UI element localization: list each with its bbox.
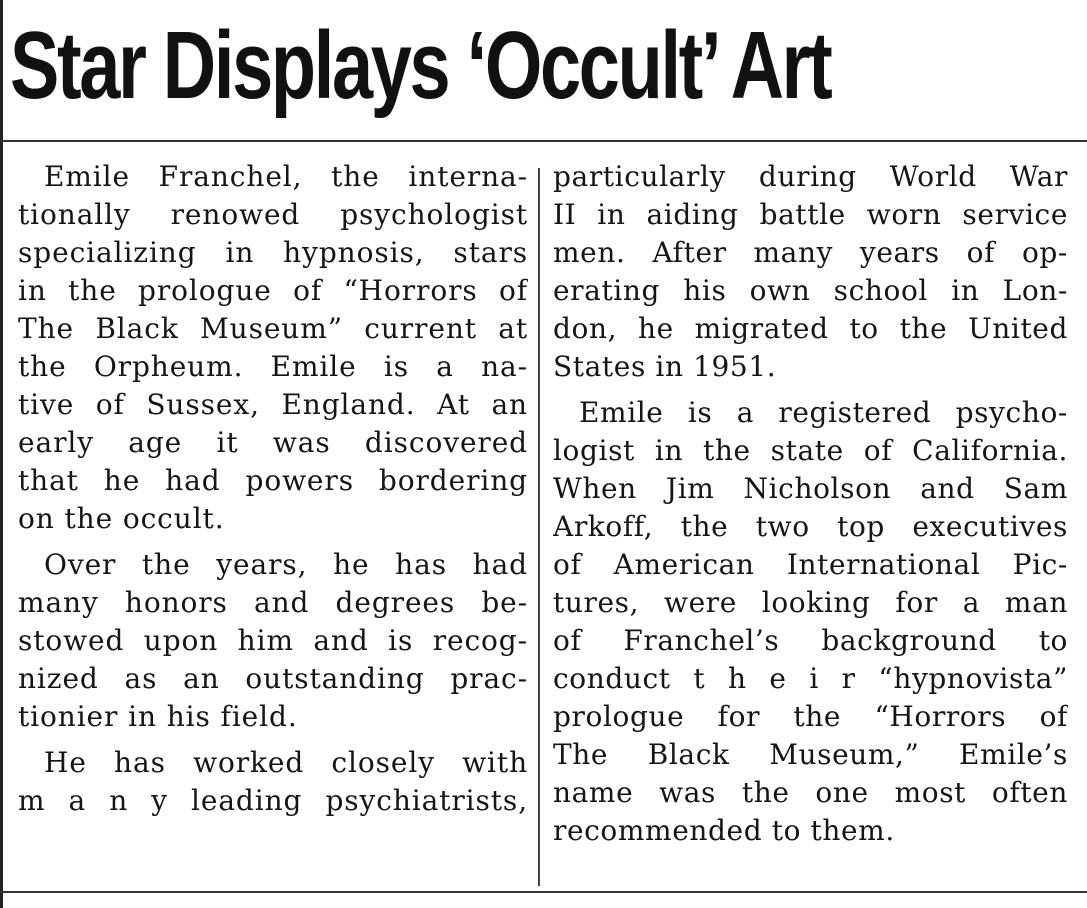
text-line: recommended to them. — [553, 814, 895, 847]
text-line: States in 1951. — [553, 350, 777, 383]
text-line: tionier in his field. — [18, 700, 298, 733]
column-left — [18, 158, 528, 820]
text-line: Arkoff, the two top executives — [553, 510, 1068, 543]
clipping-edge — [0, 0, 3, 908]
text-line: The Black Museum,” Emile’s — [553, 738, 1068, 771]
text-line: Emile is a registered psycho- — [579, 396, 1068, 429]
bottom-rule — [0, 891, 1087, 893]
text-line: The Black Museum” current at — [18, 312, 528, 345]
text-line: nized as an outstanding prac- — [18, 662, 528, 695]
text-line: prologue for the “Horrors of — [553, 700, 1068, 733]
text-line: tionally renowed psychologist — [18, 198, 528, 231]
text-line: particularly during World War — [553, 160, 1068, 193]
text-line: men. After many years of op- — [553, 236, 1068, 269]
text-line: don, he migrated to the United — [553, 312, 1068, 345]
text-line: tive of Sussex, England. At an — [18, 388, 528, 421]
text-line: m a n y leading psychiatrists, — [18, 784, 528, 817]
text-line: Over the years, he has had — [44, 548, 528, 581]
text-line: in the prologue of “Horrors of — [18, 274, 528, 307]
text-line: name was the one most often — [553, 776, 1068, 809]
text-line: II in aiding battle worn service — [553, 198, 1068, 231]
headline-rule — [0, 140, 1087, 142]
text-line: specializing in hypnosis, stars — [18, 236, 528, 269]
headline: Star Displays ‘Occult’ Art — [10, 12, 831, 119]
text-line: of American International Pic- — [553, 548, 1068, 581]
text-line: many honors and degrees be- — [18, 586, 528, 619]
text-line: Emile Franchel, the interna- — [44, 160, 528, 193]
text-line: tures, were looking for a man — [553, 586, 1068, 619]
text-line: logist in the state of California. — [553, 434, 1068, 467]
text-line: that he had powers bordering — [18, 464, 528, 497]
text-line: conduct t h e i r “hypnovista” — [553, 662, 1068, 695]
text-line: early age it was discovered — [18, 426, 528, 459]
text-line: of Franchel’s background to — [553, 624, 1068, 657]
text-line: the Orpheum. Emile is a na- — [18, 350, 528, 383]
text-line: on the occult. — [18, 502, 225, 535]
text-line: When Jim Nicholson and Sam — [553, 472, 1068, 505]
column-divider — [538, 168, 540, 886]
text-line: He has worked closely with — [44, 746, 528, 779]
text-line: stowed upon him and is recog- — [18, 624, 528, 657]
column-right — [553, 158, 1068, 850]
text-line: erating his own school in Lon- — [553, 274, 1068, 307]
